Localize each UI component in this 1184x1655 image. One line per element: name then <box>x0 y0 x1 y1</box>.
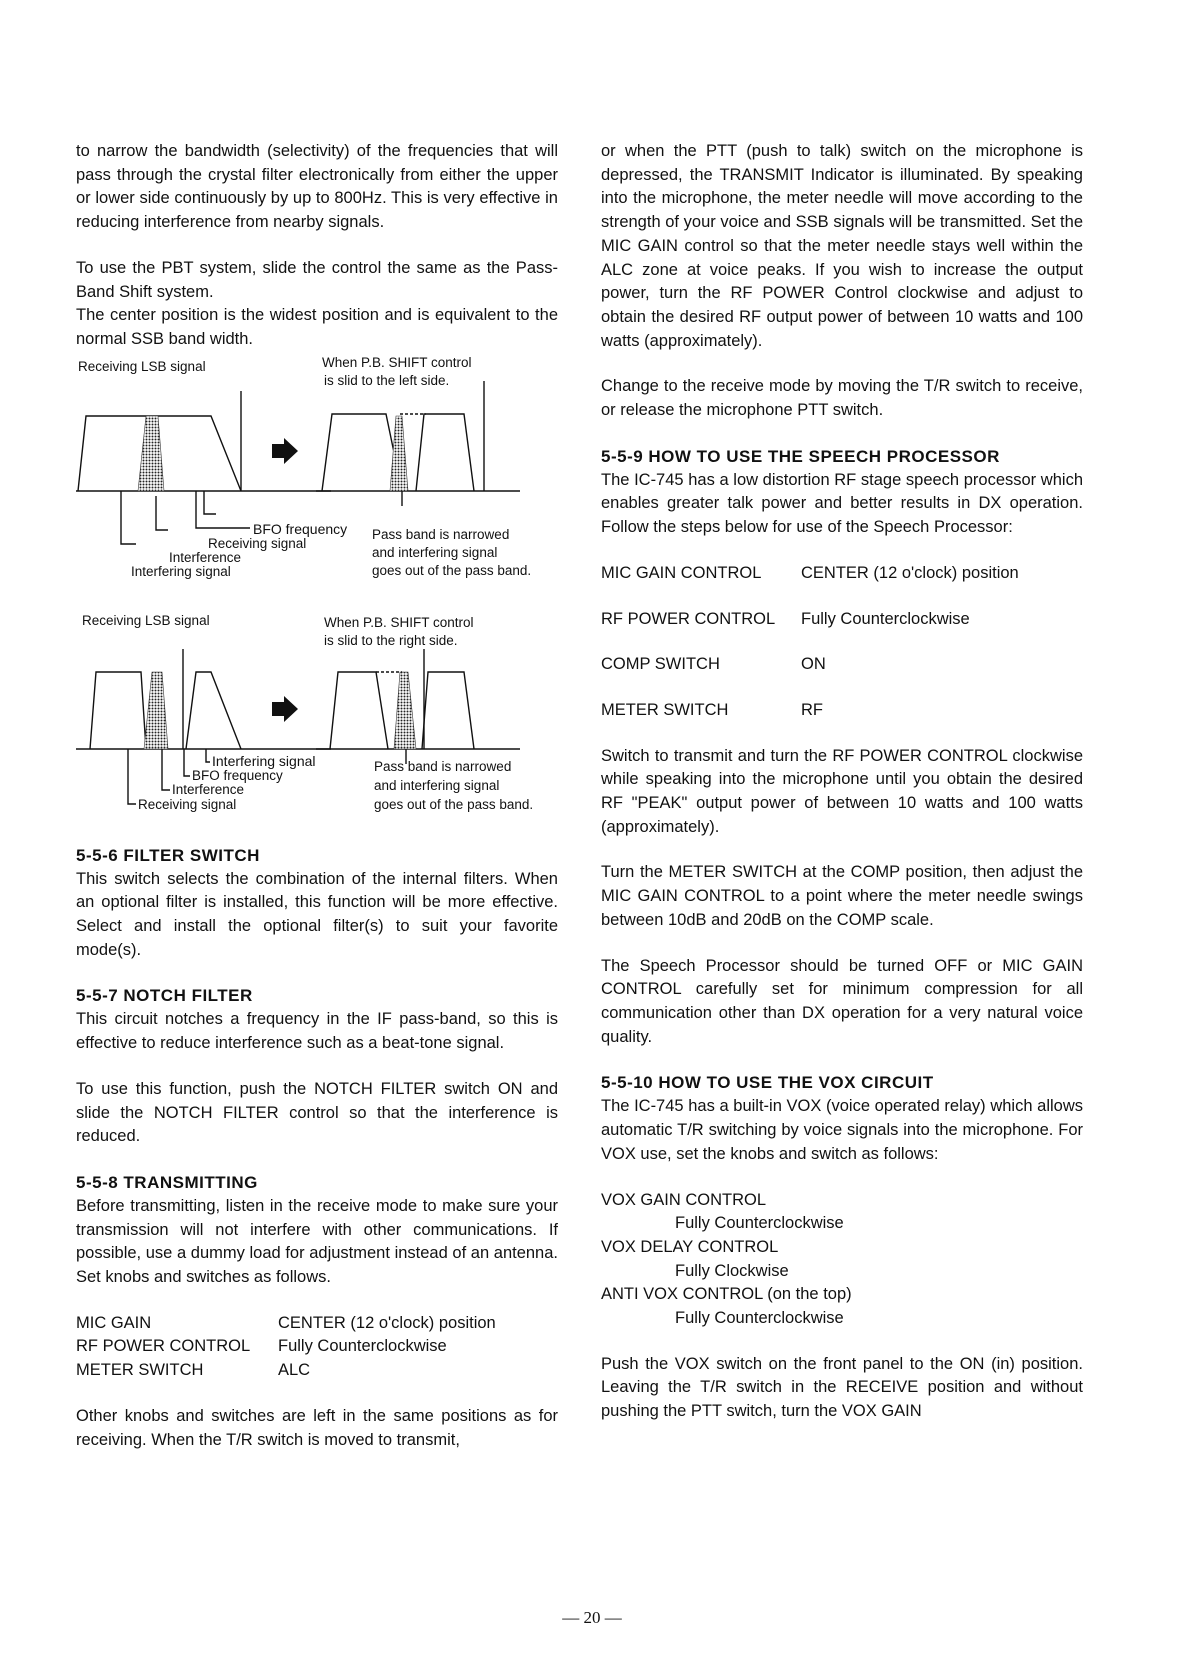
vox-setting-value: Fully Clockwise <box>675 1261 789 1280</box>
tx-setting-row <box>76 1335 558 1359</box>
fig1-label-bfo: BFO frequency <box>253 520 348 537</box>
section-5-5-9-title: 5-5-9 HOW TO USE THE SPEECH PROCESSOR <box>601 446 1000 466</box>
tx-setting-key: MIC GAIN <box>76 1313 152 1332</box>
section-5-5-6-title: 5-5-6 FILTER SWITCH <box>76 845 260 865</box>
tx-setting-row <box>76 1312 558 1336</box>
tx-setting-key: RF POWER CONTROL <box>76 1337 251 1356</box>
right-paragraph-5: The Speech Processor should be turned OFF or MIC GAIN CONTROL carefully set for minimum compression for all communication other than DX operation for a very natural voice quality. <box>601 956 1083 1046</box>
figure-pbs-right <box>76 614 576 844</box>
page-number: — 20 — <box>562 1608 622 1627</box>
fig2-label-interfering: Interfering signal <box>212 752 316 769</box>
fig2-note-3: goes out of the pass band. <box>374 796 534 812</box>
section-5-5-8-text-2: Other knobs and switches are left in the same positions as for receiving. When the T/R switch is moved to transmit, <box>76 1406 558 1449</box>
sp-setting-row <box>601 699 1083 723</box>
left-paragraph-1: to narrow the bandwidth (selectivity) of the frequencies that will pass through the crystal filter electronically from either the upper or lower side continuously by up to 800Hz. This is very effective in reducing interference from nearby signals. <box>76 142 558 232</box>
fig2-label-bfo: BFO frequency <box>192 767 283 783</box>
sp-setting-value: RF <box>801 700 823 719</box>
fig1-title-right-2: is slid to the left side. <box>324 372 450 388</box>
sp-setting-row <box>601 608 1083 632</box>
tx-setting-key: METER SWITCH <box>76 1361 204 1380</box>
right-column <box>601 140 1083 1424</box>
right-paragraph-1: or when the PTT (push to talk) switch on the microphone is depressed, the TRANSMIT Indicator is illuminated. By speaking into the microphone, the meter needle will move according to the strength of your voice and SSB signals will be transmitted. Set the MIC GAIN control so that the meter needle stays well within the ALC zone at voice peaks. If you wish to increase the output power, turn the RF POWER Control clockwise and adjust to obtain the desired RF output power of between 10 watts and 100 watts (approximately). <box>601 142 1083 350</box>
section-5-5-7-title: 5-5-7 NOTCH FILTER <box>76 986 253 1006</box>
sp-setting-key: METER SWITCH <box>601 700 729 719</box>
vox-setting-value: Fully Counterclockwise <box>675 1214 844 1233</box>
left-column <box>76 140 558 1452</box>
vox-setting-key: VOX DELAY CONTROL <box>601 1237 779 1256</box>
right-paragraph-2: Change to the receive mode by moving the T/R switch to receive, or release the microphone PTT switch. <box>601 377 1083 420</box>
fig1-title-left: Receiving LSB signal <box>78 358 206 374</box>
section-5-5-10-title: 5-5-10 HOW TO USE THE VOX CIRCUIT <box>601 1073 934 1093</box>
section-5-5-9-text: The IC-745 has a low distortion RF stage speech processor which enables greater talk power and better results in DX operation. Follow the steps below for use of the Speech Processor: <box>601 470 1083 537</box>
fig1-label-interfering: Interfering signal <box>131 563 231 579</box>
sp-setting-value: Fully Counterclockwise <box>801 609 970 628</box>
fig2-label-interference: Interference <box>172 781 245 797</box>
right-paragraph-6: Push the VOX switch on the front panel to the ON (in) position. Leaving the T/R switch in the RECEIVE position and without pushing the PTT switch, turn the VOX GAIN <box>601 1354 1083 1421</box>
fig1-label-receiving: Receiving signal <box>208 535 307 551</box>
tx-setting-value: ALC <box>278 1361 311 1380</box>
right-paragraph-4: Turn the METER SWITCH at the COMP position, then adjust the MIC GAIN CONTROL to a point where the meter needle swings between 10dB and 20dB on the COMP scale. <box>601 863 1083 929</box>
fig2-title-right-1: When P.B. SHIFT control <box>324 614 474 630</box>
section-5-5-7-text: This circuit notches a frequency in the IF pass-band, so this is effective to reduce interference such as a beat-tone signal. <box>76 1010 558 1053</box>
tx-setting-row <box>76 1359 558 1383</box>
sp-setting-value: ON <box>801 655 826 674</box>
tx-setting-value: Fully Counterclockwise <box>278 1337 447 1356</box>
figure-pbs-left <box>76 354 576 606</box>
left-paragraph-3: The center position is the widest position and is equivalent to the normal SSB band width. <box>76 306 558 348</box>
sp-setting-row <box>601 653 1083 677</box>
fig1-note-1: Pass band is narrowed <box>372 526 510 542</box>
section-5-5-6-text: This switch selects the combination of the internal filters. When an optional filter is installed, this function will be more effective. Select and install the optional filter(s) to suit your favorite mode(s). <box>76 869 558 959</box>
sp-setting-key: COMP SWITCH <box>601 655 720 674</box>
section-5-5-8-title: 5-5-8 TRANSMITTING <box>76 1172 258 1192</box>
sp-setting-row <box>601 562 1083 586</box>
fig2-label-receiving: Receiving signal <box>138 796 237 812</box>
vox-setting-key: ANTI VOX CONTROL (on the top) <box>601 1285 852 1304</box>
sp-setting-value: CENTER (12 o'clock) position <box>801 563 1019 582</box>
section-5-5-10-text: The IC-745 has a built-in VOX (voice operated relay) which allows automatic T/R switching by voice signals into the microphone. For VOX use, set the knobs and switch as follows: <box>601 1097 1083 1163</box>
fig1-label-interference: Interference <box>169 549 242 565</box>
vox-setting-value: Fully Counterclockwise <box>675 1309 844 1328</box>
tx-setting-value: CENTER (12 o'clock) position <box>278 1313 496 1332</box>
fig1-title-right-1: When P.B. SHIFT control <box>322 354 472 370</box>
fig1-note-3: goes out of the pass band. <box>372 562 532 578</box>
fig1-note-2: and interfering signal <box>372 544 498 560</box>
fig2-note-1: Pass band is narrowed <box>374 758 512 774</box>
right-paragraph-3: Switch to transmit and turn the RF POWER CONTROL clockwise while speaking into the microphone until you obtain the desired RF "PEAK" output power of between 10 watts and 100 watts (approximately). <box>601 746 1083 836</box>
fig2-title-left: Receiving LSB signal <box>82 612 210 628</box>
vox-setting-key: VOX GAIN CONTROL <box>601 1190 767 1209</box>
section-5-5-8-text: Before transmitting, listen in the receive mode to make sure your transmission will not interfere with other communications. If possible, use a dummy load for adjustment instead of an antenna. Set knobs and switches as follows. <box>76 1196 558 1287</box>
fig2-title-right-2: is slid to the right side. <box>324 632 458 648</box>
left-paragraph-2: To use the PBT system, slide the control the same as the Pass-Band Shift system. <box>76 258 558 301</box>
section-5-5-7-text-2: To use this function, push the NOTCH FILTER switch ON and slide the NOTCH FILTER control so that the interference is reduced. <box>76 1079 558 1146</box>
sp-setting-key: MIC GAIN CONTROL <box>601 563 762 582</box>
fig2-note-2: and interfering signal <box>374 777 500 793</box>
sp-setting-key: RF POWER CONTROL <box>601 609 776 628</box>
